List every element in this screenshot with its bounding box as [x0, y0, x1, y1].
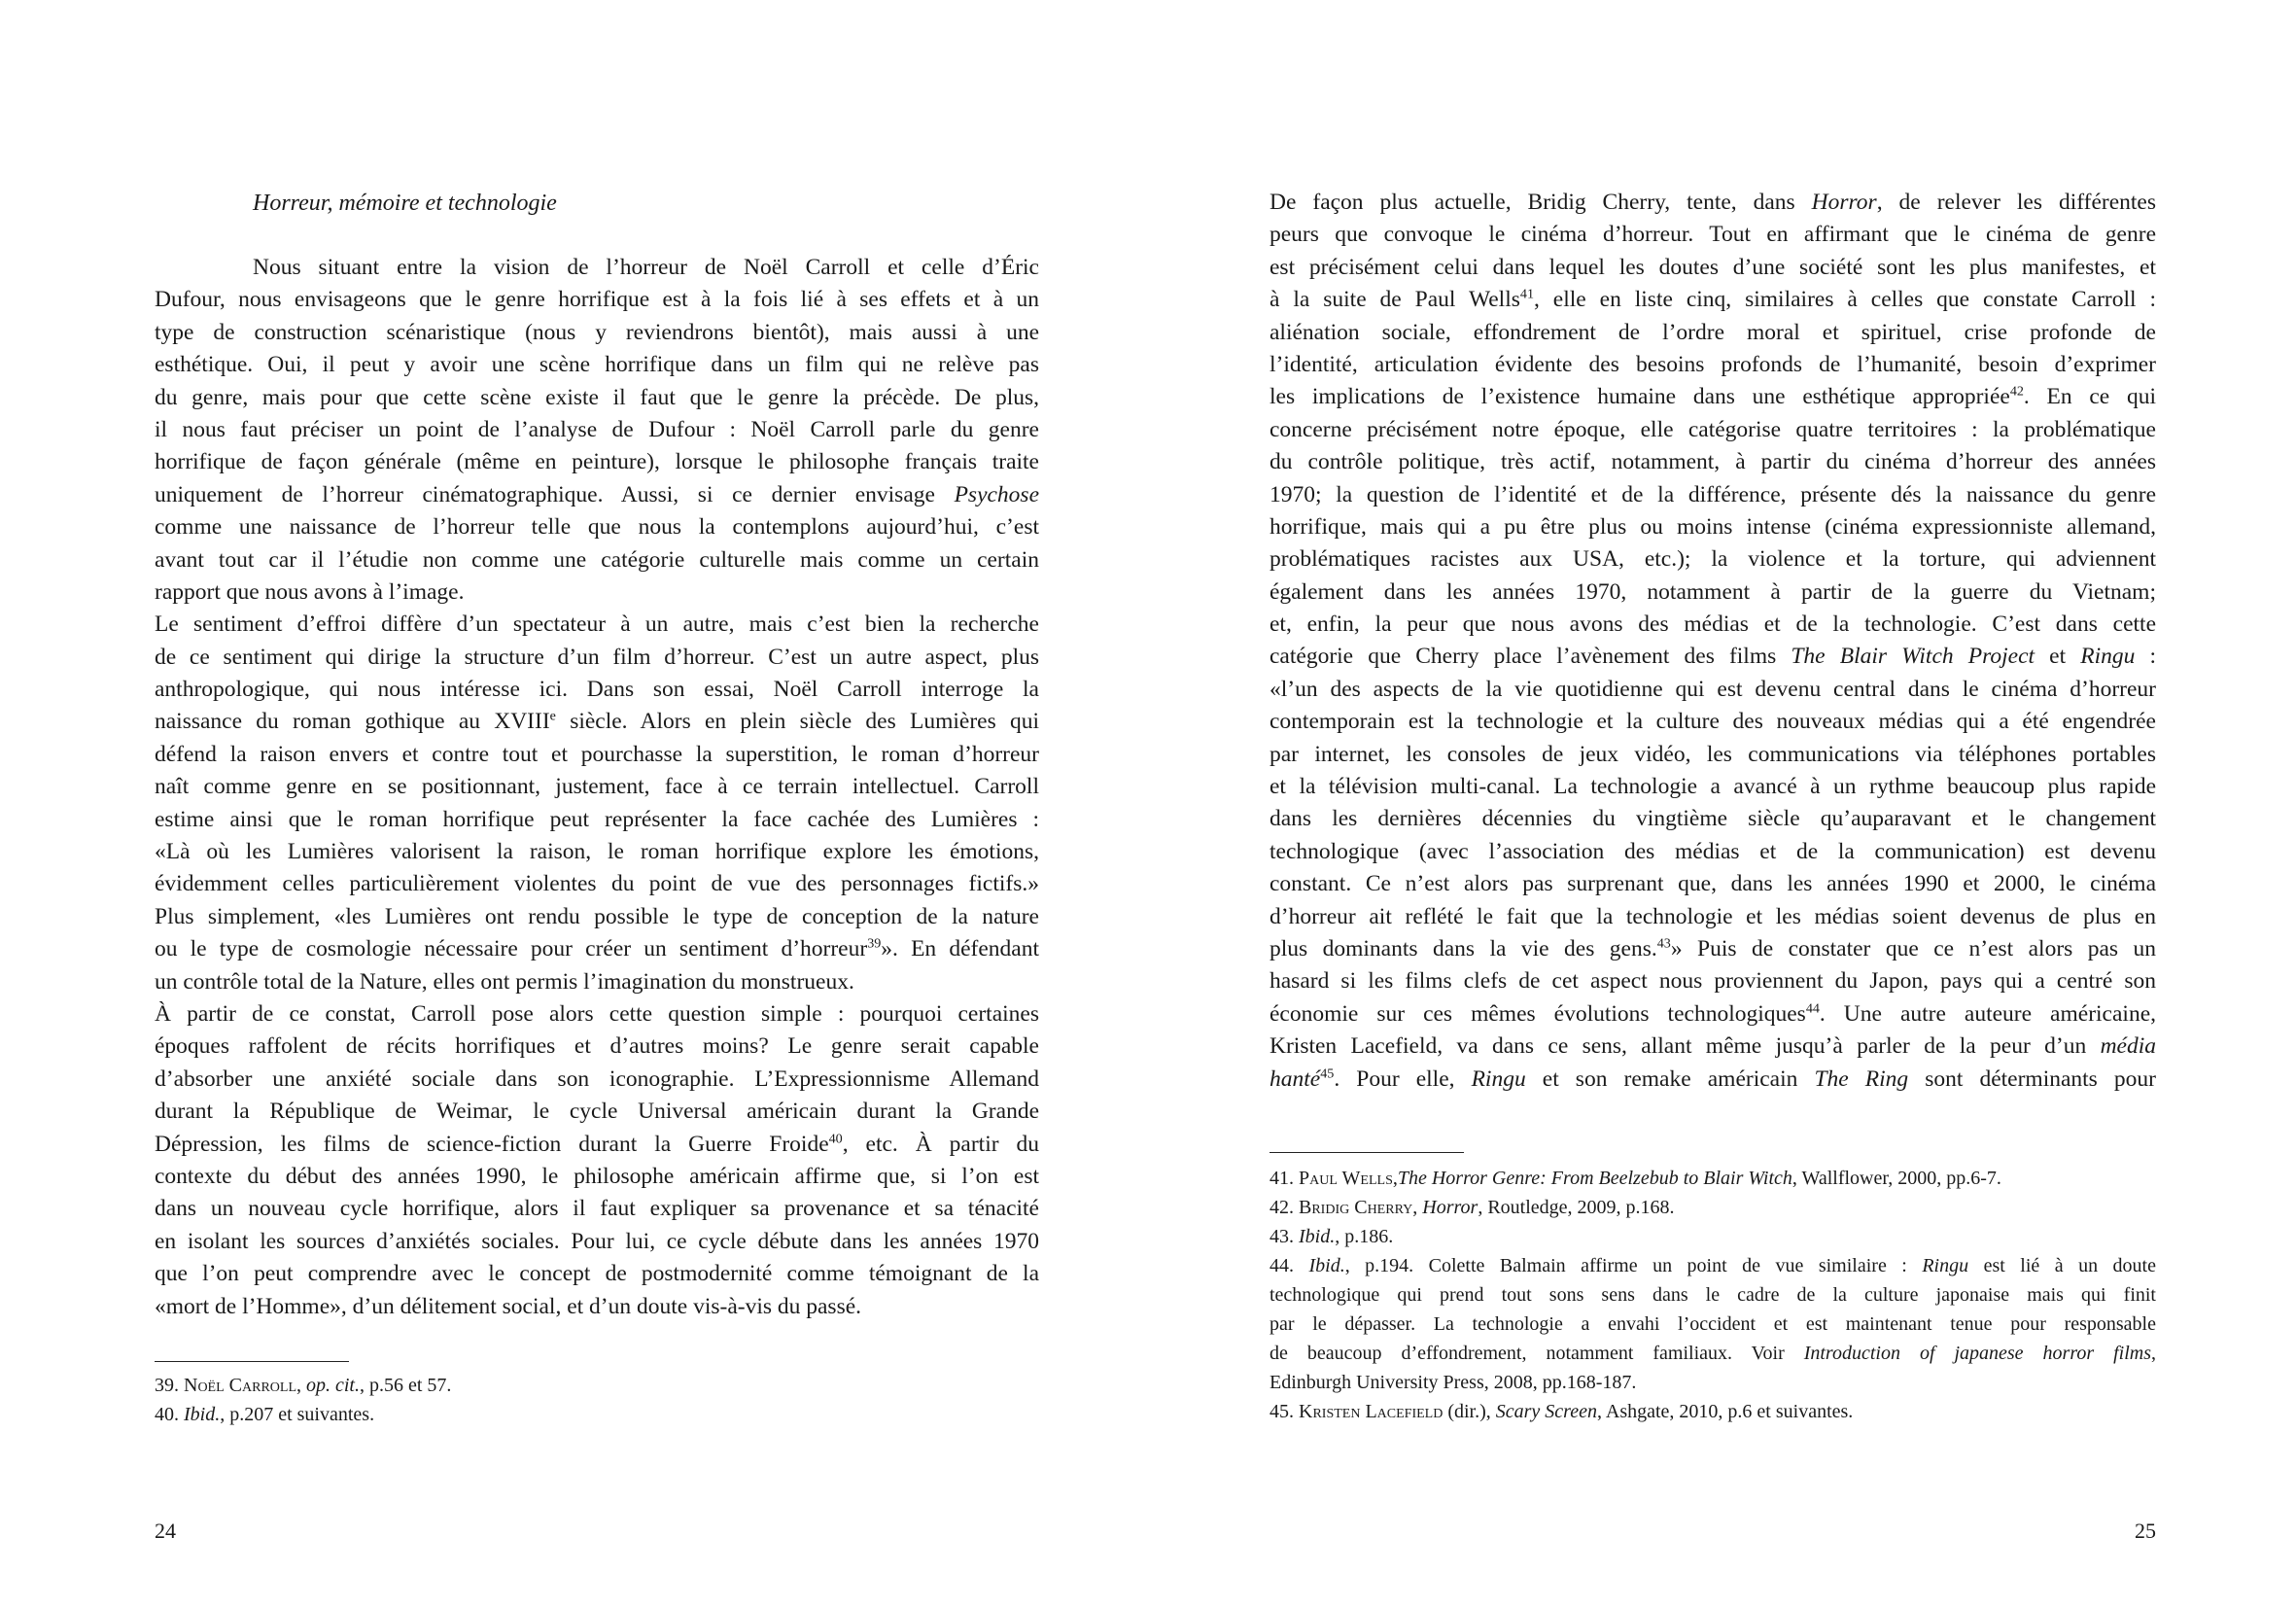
footnote-ref: 39 [867, 935, 882, 952]
text-line [155, 284, 1039, 316]
text-line [155, 609, 1039, 641]
text-run: , [1412, 1197, 1423, 1218]
text-run: De façon plus actuelle, Bridig Cherry, tente, dans [1270, 190, 1812, 215]
text-line [1270, 1031, 2156, 1063]
text-run: , Ashgate, 2010, p.6 et suivantes. [1596, 1401, 1854, 1422]
text-line [1270, 609, 2156, 641]
italic-text: média [2100, 1033, 2156, 1060]
text-line [155, 739, 1039, 771]
text-run: durant la République de Weimar, le cycle Universal américain durant la Grande [155, 1099, 1039, 1125]
text-run: . Pour elle, [1334, 1066, 1472, 1092]
text-line [155, 933, 1039, 965]
text-line [155, 1031, 1039, 1063]
text-run: et la télévision multi-canal. La technologie a avancé à un rythme beaucoup plus rapide [1270, 774, 2156, 800]
text-run: 43. [1270, 1226, 1299, 1247]
text-line [155, 868, 1039, 900]
text-line [155, 966, 1039, 998]
text-run: 42. [1270, 1197, 1299, 1218]
italic-text: The Ring [1814, 1066, 1909, 1092]
text-run: , p.207 et suivantes. [220, 1404, 375, 1425]
text-line [1270, 901, 2156, 933]
text-run: catégorie que Cherry place l’avènement des films [1270, 644, 1792, 670]
text-line [1270, 252, 2156, 284]
italic-text: Ringu [1922, 1255, 1969, 1276]
text-line [1270, 576, 2156, 609]
text-line [1270, 803, 2156, 835]
text-run: , Wallflower, 2000, pp.6-7. [1792, 1168, 2001, 1189]
text-line [155, 1064, 1039, 1096]
text-run: concerne précisément notre époque, elle catégorise quatre territoires : la problématique [1270, 416, 2156, 442]
text-run: par internet, les consoles de jeux vidéo, les communications via téléphones portables [1270, 741, 2156, 767]
text-run: contemporain est la technologie et la culture des nouveaux médias qui a été engendrée [1270, 709, 2156, 735]
text-run: dans un nouveau cycle horrifique, alors il faut expliquer sa provenance et sa ténacité [155, 1196, 1039, 1222]
text-run: 1970; la question de l’identité et de la différence, présente dés la naissance du genre [1270, 481, 2156, 507]
italic-text: Psychose [954, 481, 1039, 507]
text-line [155, 1291, 1039, 1323]
text-run: 45. [1270, 1401, 1299, 1422]
text-run: aliénation sociale, effondrement de l’ordre moral et spirituel, crise profonde de [1270, 319, 2156, 345]
text-run: Nous situant entre la vision de l’horreur de Noël Carroll et celle d’Éric [253, 255, 1039, 280]
text-line [1270, 1064, 2156, 1096]
text-run: Dépression, les films de science-fiction durant la Guerre Froide [155, 1131, 829, 1157]
text-run: ou le type de cosmologie nécessaire pour créer un sentiment d’horreur [155, 936, 868, 962]
text-line [1270, 1222, 2156, 1251]
text-run: rapport que nous avons à l’image. [155, 578, 465, 605]
text-line [1270, 187, 2156, 219]
text-run: Kristen Lacefield, va dans ce sens, allant même jusqu’à parler de la peur d’un [1270, 1033, 2101, 1060]
text-line [155, 1129, 1039, 1161]
text-run: un contrôle total de la Nature, elles ont permis l’imagination du monstrueux. [155, 968, 854, 995]
text-run: horrifique de façon générale (même en peinture), lorsque le philosophe français traite [155, 449, 1039, 475]
text-run: horrifique, mais qui a pu être plus ou moins intense (cinéma expressionniste allemand, [1270, 513, 2156, 540]
text-line [1270, 706, 2156, 738]
text-run: «mort de l’Homme», d’un délitement social, et d’un doute vis-à-vis du passé. [155, 1293, 862, 1319]
text-line [155, 511, 1039, 543]
text-run: par le dépasser. La technologie a envahi l’occident et est maintenant tenue pour responsable [1270, 1313, 2156, 1335]
text-line [155, 836, 1039, 868]
footnote-rule [1270, 1152, 1464, 1153]
text-line [1270, 836, 2156, 868]
footnote-ref: e [549, 709, 556, 725]
text-run: d’absorber une anxiété sociale dans son iconographie. L’Expressionnisme Allemand [155, 1066, 1039, 1092]
text-line [1270, 674, 2156, 706]
small-caps-text: Bridig Cherry [1299, 1197, 1413, 1218]
text-run: de ce sentiment qui dirige la structure d’un film d’horreur. C’est un autre aspect, plus [155, 644, 1039, 670]
italic-text: The Horror Genre: From Beelzebub to Blair Witch [1397, 1168, 1792, 1189]
text-line [1270, 1164, 2156, 1193]
text-line [1270, 349, 2156, 381]
text-line [1270, 1368, 2156, 1397]
text-run: d’horreur ait reflété le fait que la technologie et les médias soient devenus de plus en [1270, 903, 2156, 929]
text-line [155, 771, 1039, 803]
text-run: en isolant les sources d’anxiétés sociales. Pour lui, ce cycle débute dans les années 1970 [155, 1228, 1039, 1254]
italic-text: Ibid. [184, 1404, 221, 1425]
text-run: économie sur ces mêmes évolutions technologiques [1270, 1000, 1806, 1027]
text-run: l’identité, articulation évidente des besoins profonds de l’humanité, besoin d’exprimer [1270, 351, 2156, 377]
text-run: que l’on peut comprendre avec le concept de postmodernité comme témoignant de la [155, 1261, 1039, 1287]
text-line [1270, 933, 2156, 965]
text-line [155, 642, 1039, 674]
text-run: , de relever les différentes [1876, 190, 2156, 215]
text-run: défend la raison envers et contre tout et pourchasse la superstition, le roman d’horreur [155, 741, 1039, 767]
text-line [155, 1193, 1039, 1225]
text-run: 41. [1270, 1168, 1299, 1189]
text-run: naît comme genre en se positionnant, justement, face à ce terrain intellectuel. Carroll [155, 774, 1039, 800]
footnote-ref: 42 [2009, 383, 2024, 400]
footnote-ref: 41 [1519, 286, 1534, 302]
italic-text: Scary Screen [1495, 1401, 1597, 1422]
text-line [1270, 284, 2156, 316]
text-run: , [296, 1375, 306, 1396]
text-run: 39. [155, 1375, 184, 1396]
text-run: Plus simplement, «les Lumières ont rendu possible le type de conception de la nature [155, 903, 1039, 929]
text-line [1270, 1310, 2156, 1339]
section-heading: Horreur, mémoire et technologie [253, 191, 557, 216]
text-run: évidemment celles particulièrement violentes du point de vue des personnages fictifs.» [155, 871, 1039, 897]
text-line [155, 804, 1039, 836]
text-line [155, 317, 1039, 349]
italic-text: Horror [1811, 190, 1877, 215]
page-number-left: 24 [155, 1519, 176, 1543]
text-run: , [2151, 1343, 2157, 1364]
text-run: technologique qui prend tout sons sens dans le cadre de la culture japonaise mais qui finit [1270, 1284, 2156, 1306]
text-line [155, 706, 1039, 738]
text-run: époques raffolent de récits horrifiques et d’autres moins? Le genre serait capable [155, 1033, 1039, 1060]
text-run: contexte du début des années 1990, le philosophe américain affirme que, si l’on est [155, 1163, 1039, 1189]
text-run: dans les dernières décennies du vingtième siècle qu’auparavant et le changement [1270, 806, 2156, 832]
text-line [155, 1096, 1039, 1128]
text-run: il nous faut préciser un point de l’analyse de Dufour : Noël Carroll parle du genre [155, 416, 1039, 442]
text-run: , [1392, 1168, 1398, 1189]
footnote-ref: 45 [1320, 1066, 1335, 1082]
text-run: plus dominants dans la vie des gens. [1270, 935, 1657, 961]
small-caps-text: Noël Carroll [184, 1375, 296, 1396]
text-line [1270, 1397, 2156, 1426]
text-run: À partir de ce constat, Carroll pose alors cette question simple : pourquoi certaines [155, 1000, 1039, 1027]
text-line [155, 446, 1039, 478]
italic-text: The Blair Witch Project [1791, 644, 2035, 670]
text-run: les implications de l’existence humaine dans une esthétique appropriée [1270, 384, 2010, 410]
text-line [155, 576, 1039, 609]
text-run: , etc. À partir du [842, 1131, 1039, 1157]
text-line [1270, 1280, 2156, 1310]
text-run: siècle. Alors en plein siècle des Lumières qui [555, 709, 1039, 735]
text-line [1270, 381, 2156, 413]
text-line [1270, 868, 2156, 900]
text-run: 40. [155, 1404, 184, 1425]
text-line [1270, 414, 2156, 446]
italic-text: op. cit. [306, 1375, 360, 1396]
text-run: Dufour, nous envisageons que le genre horrifique est à la fois lié à ses effets et à un [155, 287, 1039, 313]
text-run: Edinburgh University Press, 2008, pp.168-187. [1270, 1372, 1637, 1393]
text-line [155, 544, 1039, 576]
text-line [155, 1226, 1039, 1258]
text-line [155, 998, 1039, 1031]
text-line [155, 1258, 1039, 1290]
text-line [155, 382, 1039, 414]
text-line [1270, 998, 2156, 1031]
text-run: avant tout car il l’étudie non comme une catégorie culturelle mais comme un certain [155, 546, 1039, 573]
text-run: du genre, mais pour que cette scène existe il faut que le genre la précède. De plus, [155, 384, 1039, 410]
right-body-text [1270, 187, 2156, 1096]
text-run: , p.56 et 57. [360, 1375, 452, 1396]
text-run: naissance du roman gothique au XVIII [155, 709, 550, 735]
text-run: anthropologique, qui nous intéresse ici. Dans son essai, Noël Carroll interroge la [155, 677, 1039, 703]
text-line [155, 1371, 1039, 1400]
text-line [1270, 965, 2156, 997]
text-line [155, 1161, 1039, 1193]
text-line [155, 901, 1039, 933]
text-run: également dans les années 1970, notamment à partir de la guerre du Vietnam; [1270, 578, 2156, 605]
small-caps-text: Paul Wells [1299, 1168, 1393, 1189]
small-caps-text: Kristen Lacefield [1299, 1401, 1444, 1422]
footnote-rule [155, 1361, 349, 1362]
italic-text: Ibid. [1299, 1226, 1336, 1247]
italic-text: Ringu [1471, 1066, 1526, 1092]
text-run: » Puis de constater que ce n’est alors pas un [1670, 935, 2156, 961]
text-run: : [2135, 644, 2156, 670]
text-run: , elle en liste cinq, similaires à celles que constate Carroll : [1533, 287, 2156, 313]
text-run: estime ainsi que le roman horrifique peut représenter la face cachée des Lumières : [155, 806, 1039, 832]
text-line [155, 479, 1039, 511]
text-run: , p.194. Colette Balmain affirme un point de vue similaire : [1344, 1255, 1923, 1276]
text-line [1270, 543, 2156, 576]
italic-text: Ibid. [1308, 1255, 1345, 1276]
text-run: du contrôle politique, très actif, notamment, à partir du cinéma d’horreur des années [1270, 449, 2156, 475]
text-run: «l’un des aspects de la vie quotidienne qui est devenu central dans le cinéma d’horreur [1270, 676, 2156, 702]
text-line [1270, 1193, 2156, 1222]
text-run: à la suite de Paul Wells [1270, 287, 1520, 313]
text-run: constant. Ce n’est alors pas surprenant que, dans les années 1990 et 2000, le cinéma [1270, 871, 2156, 897]
text-run: ». En défendant [881, 936, 1039, 962]
text-line [1270, 641, 2156, 673]
italic-text: Horror [1422, 1197, 1478, 1218]
text-run: est lié à un doute [1968, 1255, 2156, 1276]
text-run: . En ce qui [2023, 384, 2157, 410]
text-run: Le sentiment d’effroi diffère d’un spectateur à un autre, mais c’est bien la recherche [155, 611, 1039, 638]
text-line [155, 252, 1039, 284]
page-number-right: 25 [2135, 1519, 2156, 1543]
italic-text: Ringu [2080, 644, 2136, 670]
text-line [1270, 739, 2156, 771]
right-footnotes [1270, 1164, 2156, 1426]
italic-text: Introduction of japanese horror films [1803, 1343, 2152, 1364]
footnote-ref: 44 [1805, 1000, 1820, 1017]
italic-text: hanté [1270, 1066, 1321, 1092]
text-line [1270, 317, 2156, 349]
text-run: est précisément celui dans lequel les doutes d’une société sont les plus manifestes, et [1270, 254, 2156, 280]
text-line [1270, 1339, 2156, 1368]
text-run: peurs que convoque le cinéma d’horreur. Tout en affirmant que le cinéma de genre [1270, 222, 2156, 248]
text-run: , p.186. [1335, 1226, 1394, 1247]
text-run: . Une autre auteure américaine, [1819, 1000, 2156, 1027]
text-run: uniquement de l’horreur cinématographique. Aussi, si ce dernier envisage [155, 481, 955, 507]
text-line [155, 1400, 1039, 1429]
text-run: «Là où les Lumières valorisent la raison, le roman horrifique explore les émotions, [155, 839, 1039, 865]
text-run: 44. [1270, 1255, 1309, 1276]
text-run: type de construction scénaristique (nous y reviendrons bientôt), mais aussi à une [155, 319, 1039, 345]
text-run: et son remake américain [1525, 1066, 1815, 1092]
text-line [1270, 446, 2156, 478]
text-line [1270, 1251, 2156, 1280]
text-run: et [2035, 644, 2081, 670]
text-run: problématiques racistes aux USA, etc.); la violence et la torture, qui adviennent [1270, 546, 2156, 573]
text-line [155, 349, 1039, 381]
footnote-ref: 40 [828, 1131, 843, 1147]
text-line [1270, 219, 2156, 251]
text-run: comme une naissance de l’horreur telle que nous la contemplons aujourd’hui, c’est [155, 514, 1039, 541]
text-run: et, enfin, la peur que nous avons des médias et de la technologie. C’est dans cette [1270, 611, 2156, 638]
text-run: de beaucoup d’effondrement, notamment familiaux. Voir [1270, 1343, 1804, 1364]
text-line [1270, 771, 2156, 803]
text-run: esthétique. Oui, il peut y avoir une scène horrifique dans un film qui ne relève pas [155, 352, 1039, 378]
left-body-text [155, 252, 1039, 1323]
text-line [1270, 479, 2156, 511]
text-line [1270, 511, 2156, 543]
left-footnotes [155, 1371, 1039, 1429]
text-line [155, 674, 1039, 706]
text-run: (dir.), [1443, 1401, 1496, 1422]
text-run: , Routledge, 2009, p.168. [1478, 1197, 1675, 1218]
text-run: sont déterminants pour [1908, 1066, 2156, 1092]
footnote-ref: 43 [1656, 935, 1671, 952]
text-run: technologique (avec l’association des médias et de la communication) est devenu [1270, 838, 2156, 864]
text-run: hasard si les films clefs de cet aspect nous proviennent du Japon, pays qui a centré son [1270, 968, 2156, 995]
text-line [155, 414, 1039, 446]
